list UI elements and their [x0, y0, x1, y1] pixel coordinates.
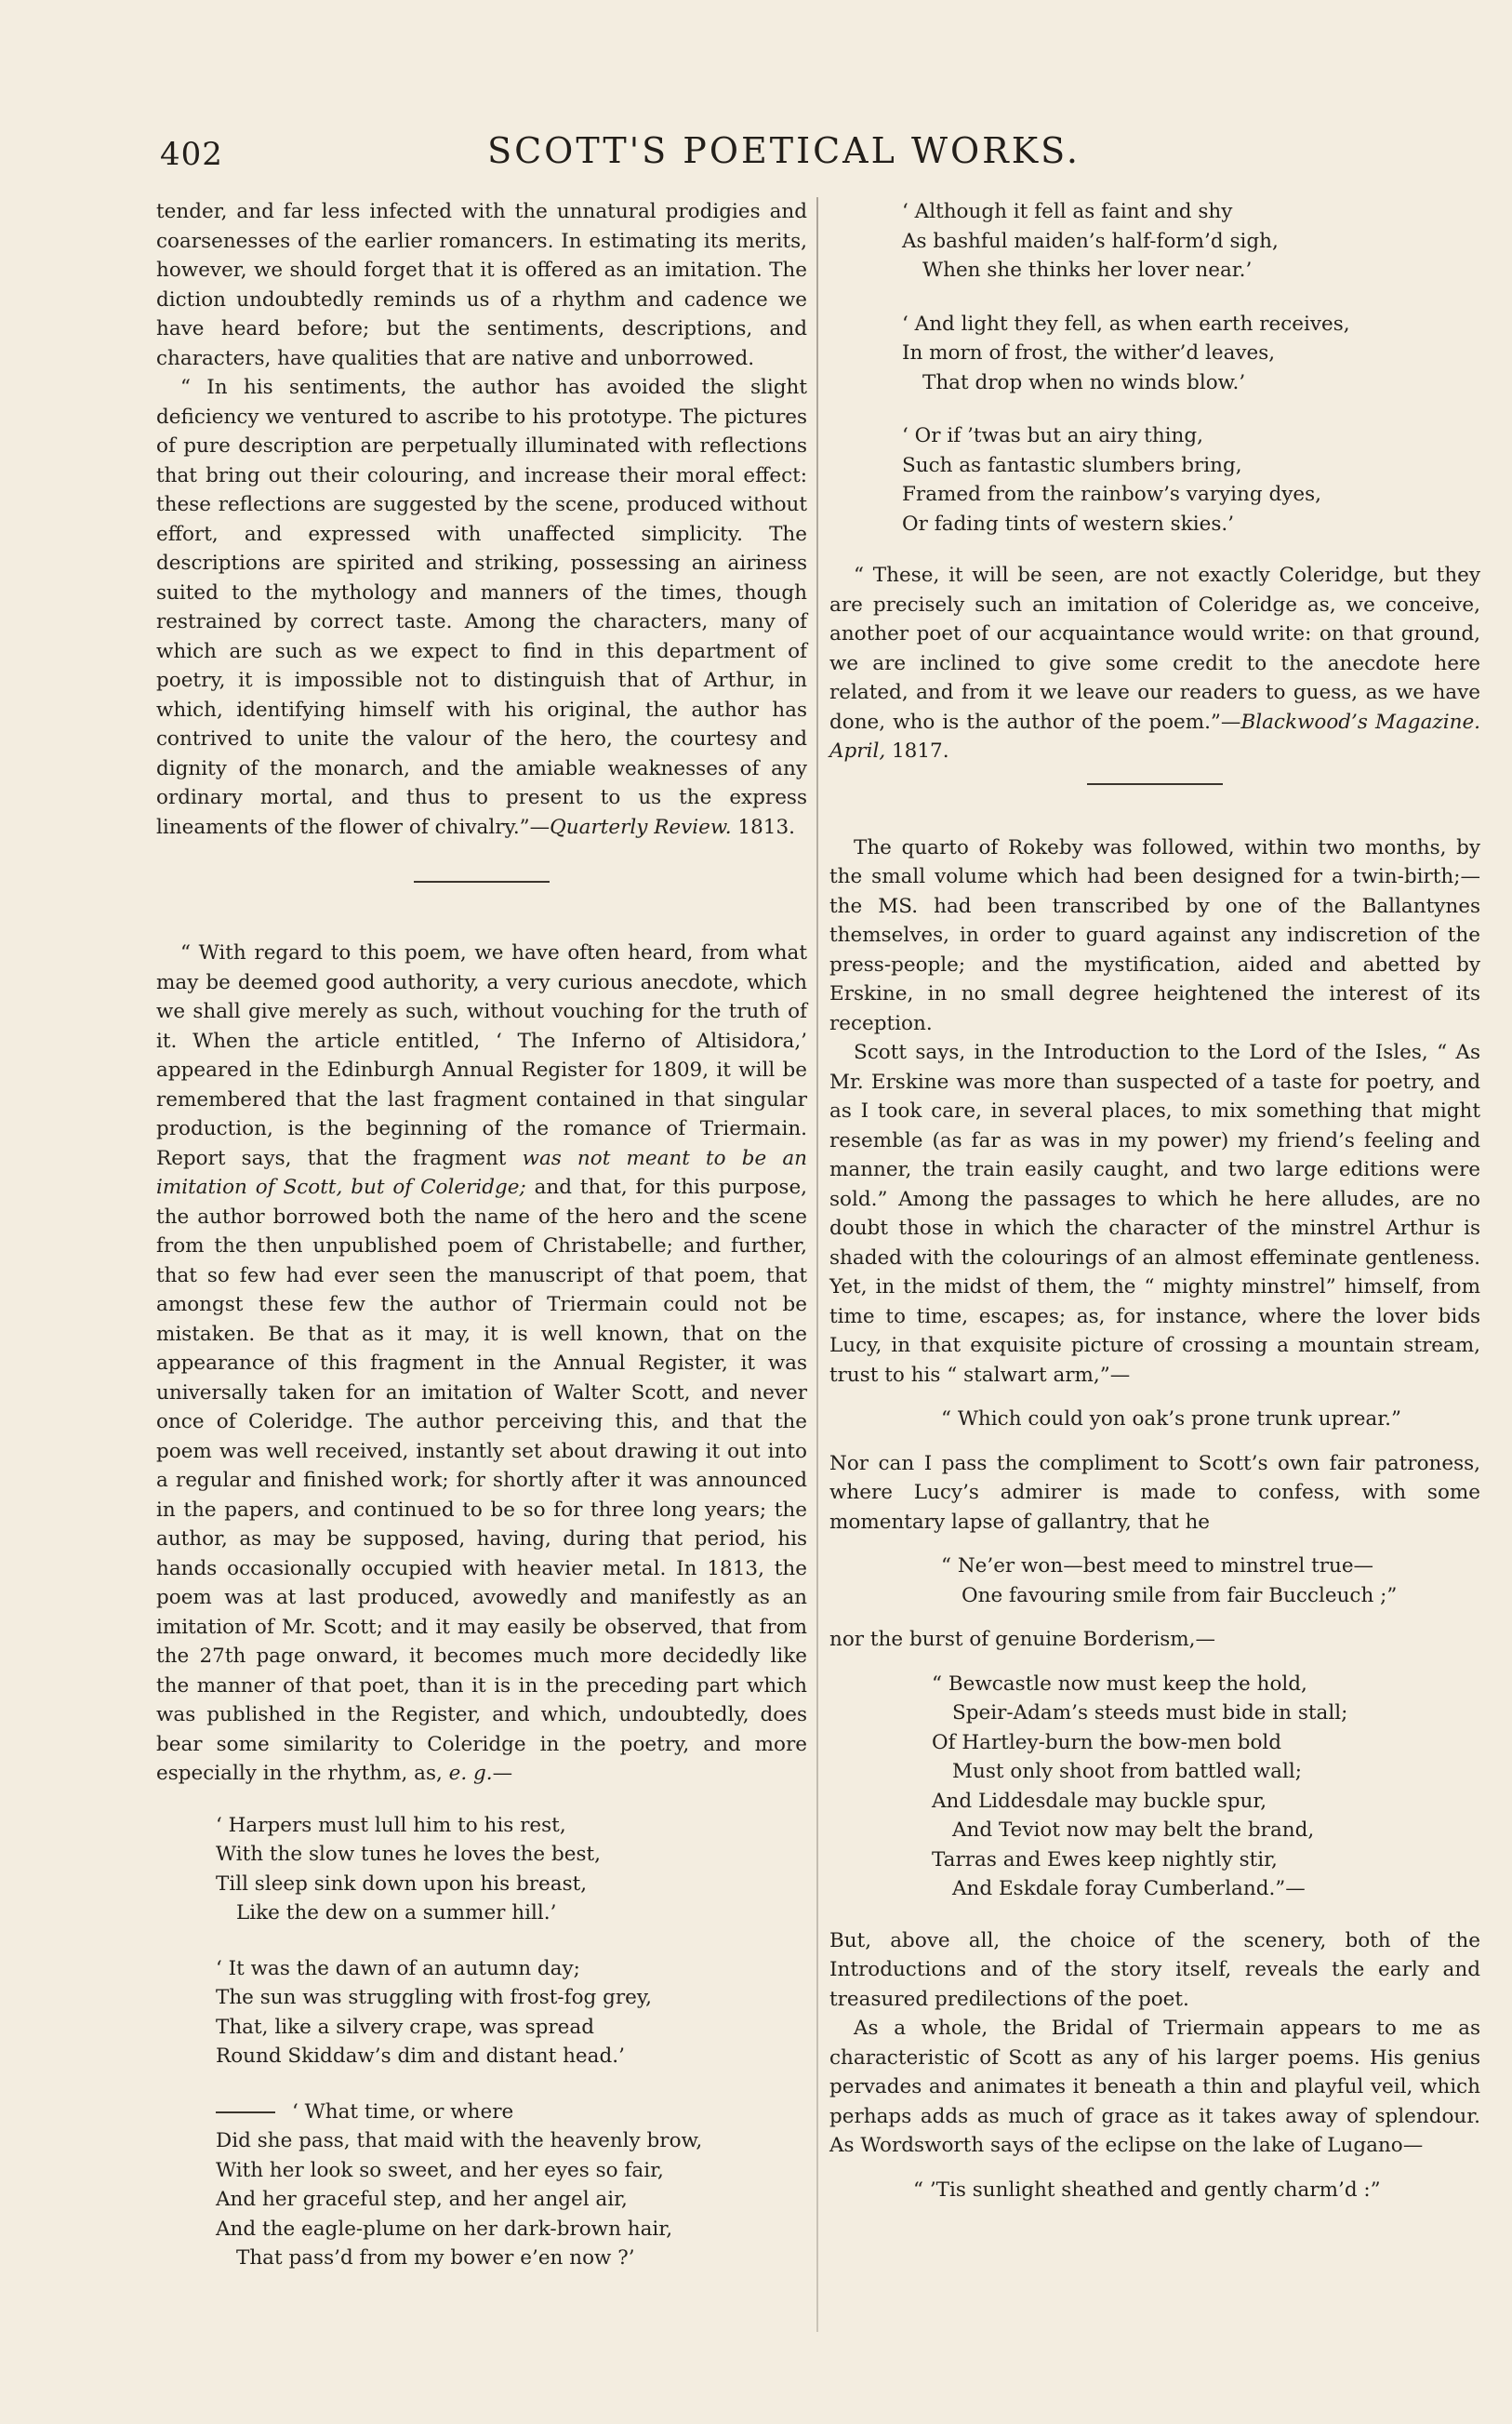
verse-line: Or fading tints of western skies.’ — [902, 512, 1235, 536]
nor-paragraph: Nor can I pass the compliment to Scott’s own fair patroness, where Lucy’s admirer is made to confess, with some momentary lapse of gallantry, that he — [829, 1451, 1480, 1534]
verse-line: Such as fantastic slumbers bring, — [902, 453, 1242, 477]
verse-line: “ Bewcastle now must keep the hold, — [932, 1671, 1307, 1696]
verse-line: And the eagle-plume on her dark-brown hair, — [216, 2217, 673, 2241]
anecdote-italic: was not meant to be an imitation of Scott, but of Coleridge; — [156, 1146, 807, 1199]
verse-although — [829, 197, 1480, 286]
right-column — [829, 197, 1480, 2204]
anecdote-paragraph — [156, 939, 807, 1789]
verse-line — [216, 2098, 807, 2127]
verse-line: ‘ And light they fell, as when earth receives, — [902, 312, 1350, 336]
anecdote-eg: e. g. — [448, 1762, 493, 1785]
verse-line: And Eskdale foray Cumberland.”— — [952, 1877, 1306, 1900]
review-paragraph-2 — [156, 373, 807, 842]
verse-what-time — [156, 2098, 807, 2273]
verse-sunlight — [829, 2176, 1480, 2205]
verse-line: That pass’d from my bower e’en now ?’ — [236, 2246, 635, 2270]
verse-line: “ ’Tis sunlight sheathed and gently charm’d :” — [913, 2178, 1381, 2202]
verse-text: ‘ What time, or where — [292, 2099, 514, 2124]
review-paragraph-1: tender, and far less infected with the unnatural prodigies and coarsenesses of the earlier romancers. In estimating its merits, however, we should forget that it is offered as an imitation. The diction undoubtedly reminds us of a rhythm and cadence we have heard before; but the sentiments, descriptions, and characters, have qualities that are native and unborrowed. — [156, 200, 807, 370]
verse-line: One favouring smile from fair Buccleuch ;” — [962, 1583, 1398, 1607]
verse-line: ‘ Although it fell as faint and shy — [902, 200, 1233, 223]
verse-line: That drop when no winds blow.’ — [922, 370, 1246, 394]
review-text: “ In his sentiments, the author has avoided the slight deficiency we ventured to ascribe to his prototype. The pictures of pure description are perpetually illuminated with reflections that bring out their colouring, and increase their moral effect: these reflections are suggested by the scene, produced without effort, and expressed with unaffected simplicity. The descriptions are spirited and striking, possessing an airiness suited to the mythology and manners of the times, though restrained by correct taste. Among the characters, many of which are such as we expect to find in this department of poetry, it is impossible not to distinguish that of Arthur, in which, identifying himself with his original, the author has contrived to unite the valour of the hero, the courtesy and dignity of the monarch, and the amiable weaknesses of any ordinary mortal, and thus to present to us the express lineaments of the flower of chivalry.”— — [156, 376, 807, 839]
review-year: 1813. — [737, 815, 795, 839]
verse-line: Like the dew on a summer hill.’ — [236, 1901, 557, 1925]
verse-line: That, like a silvery crape, was spread — [216, 2015, 594, 2039]
verse-line: Speir-Adam’s steeds must bide in stall; — [952, 1701, 1348, 1725]
verse-dawn — [156, 1954, 807, 2071]
verse-line: ‘ Or if ’twas but an airy thing, — [902, 424, 1203, 447]
scott-says-paragraph: Scott says, in the Introduction to the Lord of the Isles, “ As Mr. Erskine was more than suspected of a taste for poetry, and as I took care, in several places, to mix something that might resemble (as far as was in my power) my friend’s feeling and manner, the train easily caught, and two large editions were sold.” Among the passages to which he here alludes, are no doubt those in which the character of the minstrel Arthur is shaded with the colourings of an almost effeminate gentleness. Yet, in the midst of them, the “ mighty minstrel” himself, from time to time, escapes; as, for instance, where the lover bids Lucy, in that exquisite picture of crossing a mountain stream, trust to his “ stalwart arm,”— — [829, 1041, 1480, 1387]
verse-light — [829, 310, 1480, 398]
quarto-paragraph: The quarto of Rokeby was followed, within two months, by the small volume which had been designed for a twin-birth;—the MS. had been transcribed by one of the Ballantynes themselves, in order to guard against any indiscretion of the press-people; and the mystification, aided and abetted by Erskine, in no small degree heightened the interest of its reception. — [829, 835, 1480, 1035]
these-citation: Blackwood’s Magazine. April, — [829, 710, 1480, 763]
anecdote-text-a: “ With regard to this poem, we have often heard, from what may be deemed good authority, a very curious anecdote, which we shall give merely as such, without vouching for the truth of it. When the article entitled, ‘ The Inferno of Altisidora,’ appeared in the Edinburgh Annual Register for 1809, it will be remembered that the last fragment contained in that singular production, is the beginning of the romance of Triermain. Report says, that the fragment — [156, 941, 807, 1170]
verse-line: In morn of frost, the wither’d leaves, — [902, 341, 1276, 365]
anecdote-dash: — — [492, 1762, 513, 1785]
verse-line: When she thinks her lover near.’ — [922, 259, 1253, 282]
verse-line: The sun was struggling with frost-fog grey, — [216, 1986, 653, 2009]
verse-line: ‘ It was the dawn of an autumn day; — [216, 1956, 580, 1980]
these-year: 1817. — [892, 739, 949, 763]
but-paragraph: But, above all, the choice of the scenery, both of the Introductions and of the story itself, reveals the early and treasured predilections of the poet. — [829, 1928, 1480, 2011]
em-rule — [216, 2111, 275, 2113]
verse-line: Did she pass, that maid with the heavenly brow, — [216, 2129, 703, 2152]
verse-harpers — [156, 1811, 807, 1928]
anecdote-text-b: and that, for this purpose, the author borrowed both the name of the hero and the scene from the then unpublished poem of Christabelle; and further, that so few had ever seen the manuscript of that poem, that amongst these few the author of Triermain could not be mistaken. Be that as it may, it is well known, that on the appearance of this fragment in the Annual Register, it was universally taken for an imitation of Walter Scott, and never once of Coleridge. The author perceiving this, and that the poem was well received, instantly set about drawing it out into a regular and finished work; for shortly after it was announced in the papers, and continued to be so for three long years; the author, as may be supposed, having, during that period, his hands occasionally occupied with heavier metal. In 1813, the poem was at last produced, avowedly and manifestly as an imitation of Mr. Scott; and it may easily be observed, that from the 27th page onward, it becomes much more decidedly like the manner of that poet, than it is in the preceding part which was published in the Register, and which, undoubtedly, does bear some similarity to Coleridge in the poetry, and more especially in the rhythm, as, — [156, 1176, 807, 1785]
borderism-line: nor the burst of genuine Borderism,— — [829, 1628, 1215, 1651]
as-a-whole-paragraph: As a whole, the Bridal of Triermain appears to me as characteristic of Scott as any of his larger poems. His genius pervades and animates it beneath a thin and playful veil, which perhaps adds as much of grace as it takes away of splendour. As Wordsworth says of the eclipse on the lake of Lugano— — [829, 2017, 1480, 2157]
verse-line: Of Hartley-burn the bow-men bold — [932, 1730, 1282, 1754]
verse-bewcastle — [829, 1670, 1480, 1904]
verse-line: Till sleep sink down upon his breast, — [216, 1871, 588, 1896]
verse-line: “ Ne’er won—best meed to minstrel true— — [941, 1554, 1374, 1578]
verse-line: With the slow tunes he loves the best, — [216, 1843, 601, 1866]
verse-line: Framed from the rainbow’s varying dyes, — [902, 483, 1322, 506]
these-paragraph — [829, 561, 1480, 766]
verse-airy — [829, 421, 1480, 539]
these-text: “ These, it will be seen, are not exactly Coleridge, but they are precisely such an imitation of Coleridge as, we conceive, another poet of our acquaintance would write: on that ground, we are inclined to give some credit to the anecdote here related, and from it we leave our readers to guess, as we have done, who is the author of the poem.”— — [829, 564, 1480, 734]
running-head: SCOTT'S POETICAL WORKS. — [487, 130, 1081, 171]
page-number: 402 — [160, 136, 223, 173]
verse-line: Round Skiddaw’s dim and distant head.’ — [216, 2044, 625, 2068]
verse-line: And Teviot now may belt the brand, — [952, 1818, 1315, 1842]
verse-line: And her graceful step, and her angel air, — [216, 2188, 628, 2211]
verse-line: And Liddesdale may buckle spur, — [932, 1789, 1267, 1813]
left-column — [156, 197, 807, 2273]
verse-line: Must only shoot from battled wall; — [952, 1760, 1302, 1783]
verse-line: ‘ Harpers must lull him to his rest, — [216, 1813, 566, 1837]
verse-line: Tarras and Ewes keep nightly stir, — [932, 1847, 1278, 1871]
verse-neer-won — [829, 1552, 1480, 1610]
verse-line: With her look so sweet, and her eyes so fair, — [216, 2158, 664, 2182]
review-citation: Quarterly Review. — [550, 815, 732, 839]
verse-line: “ Which could yon oak’s prone trunk uprear.” — [941, 1407, 1401, 1431]
verse-oak — [829, 1405, 1480, 1434]
verse-line: As bashful maiden’s half-form’d sigh, — [902, 229, 1279, 253]
column-divider — [816, 197, 818, 2332]
